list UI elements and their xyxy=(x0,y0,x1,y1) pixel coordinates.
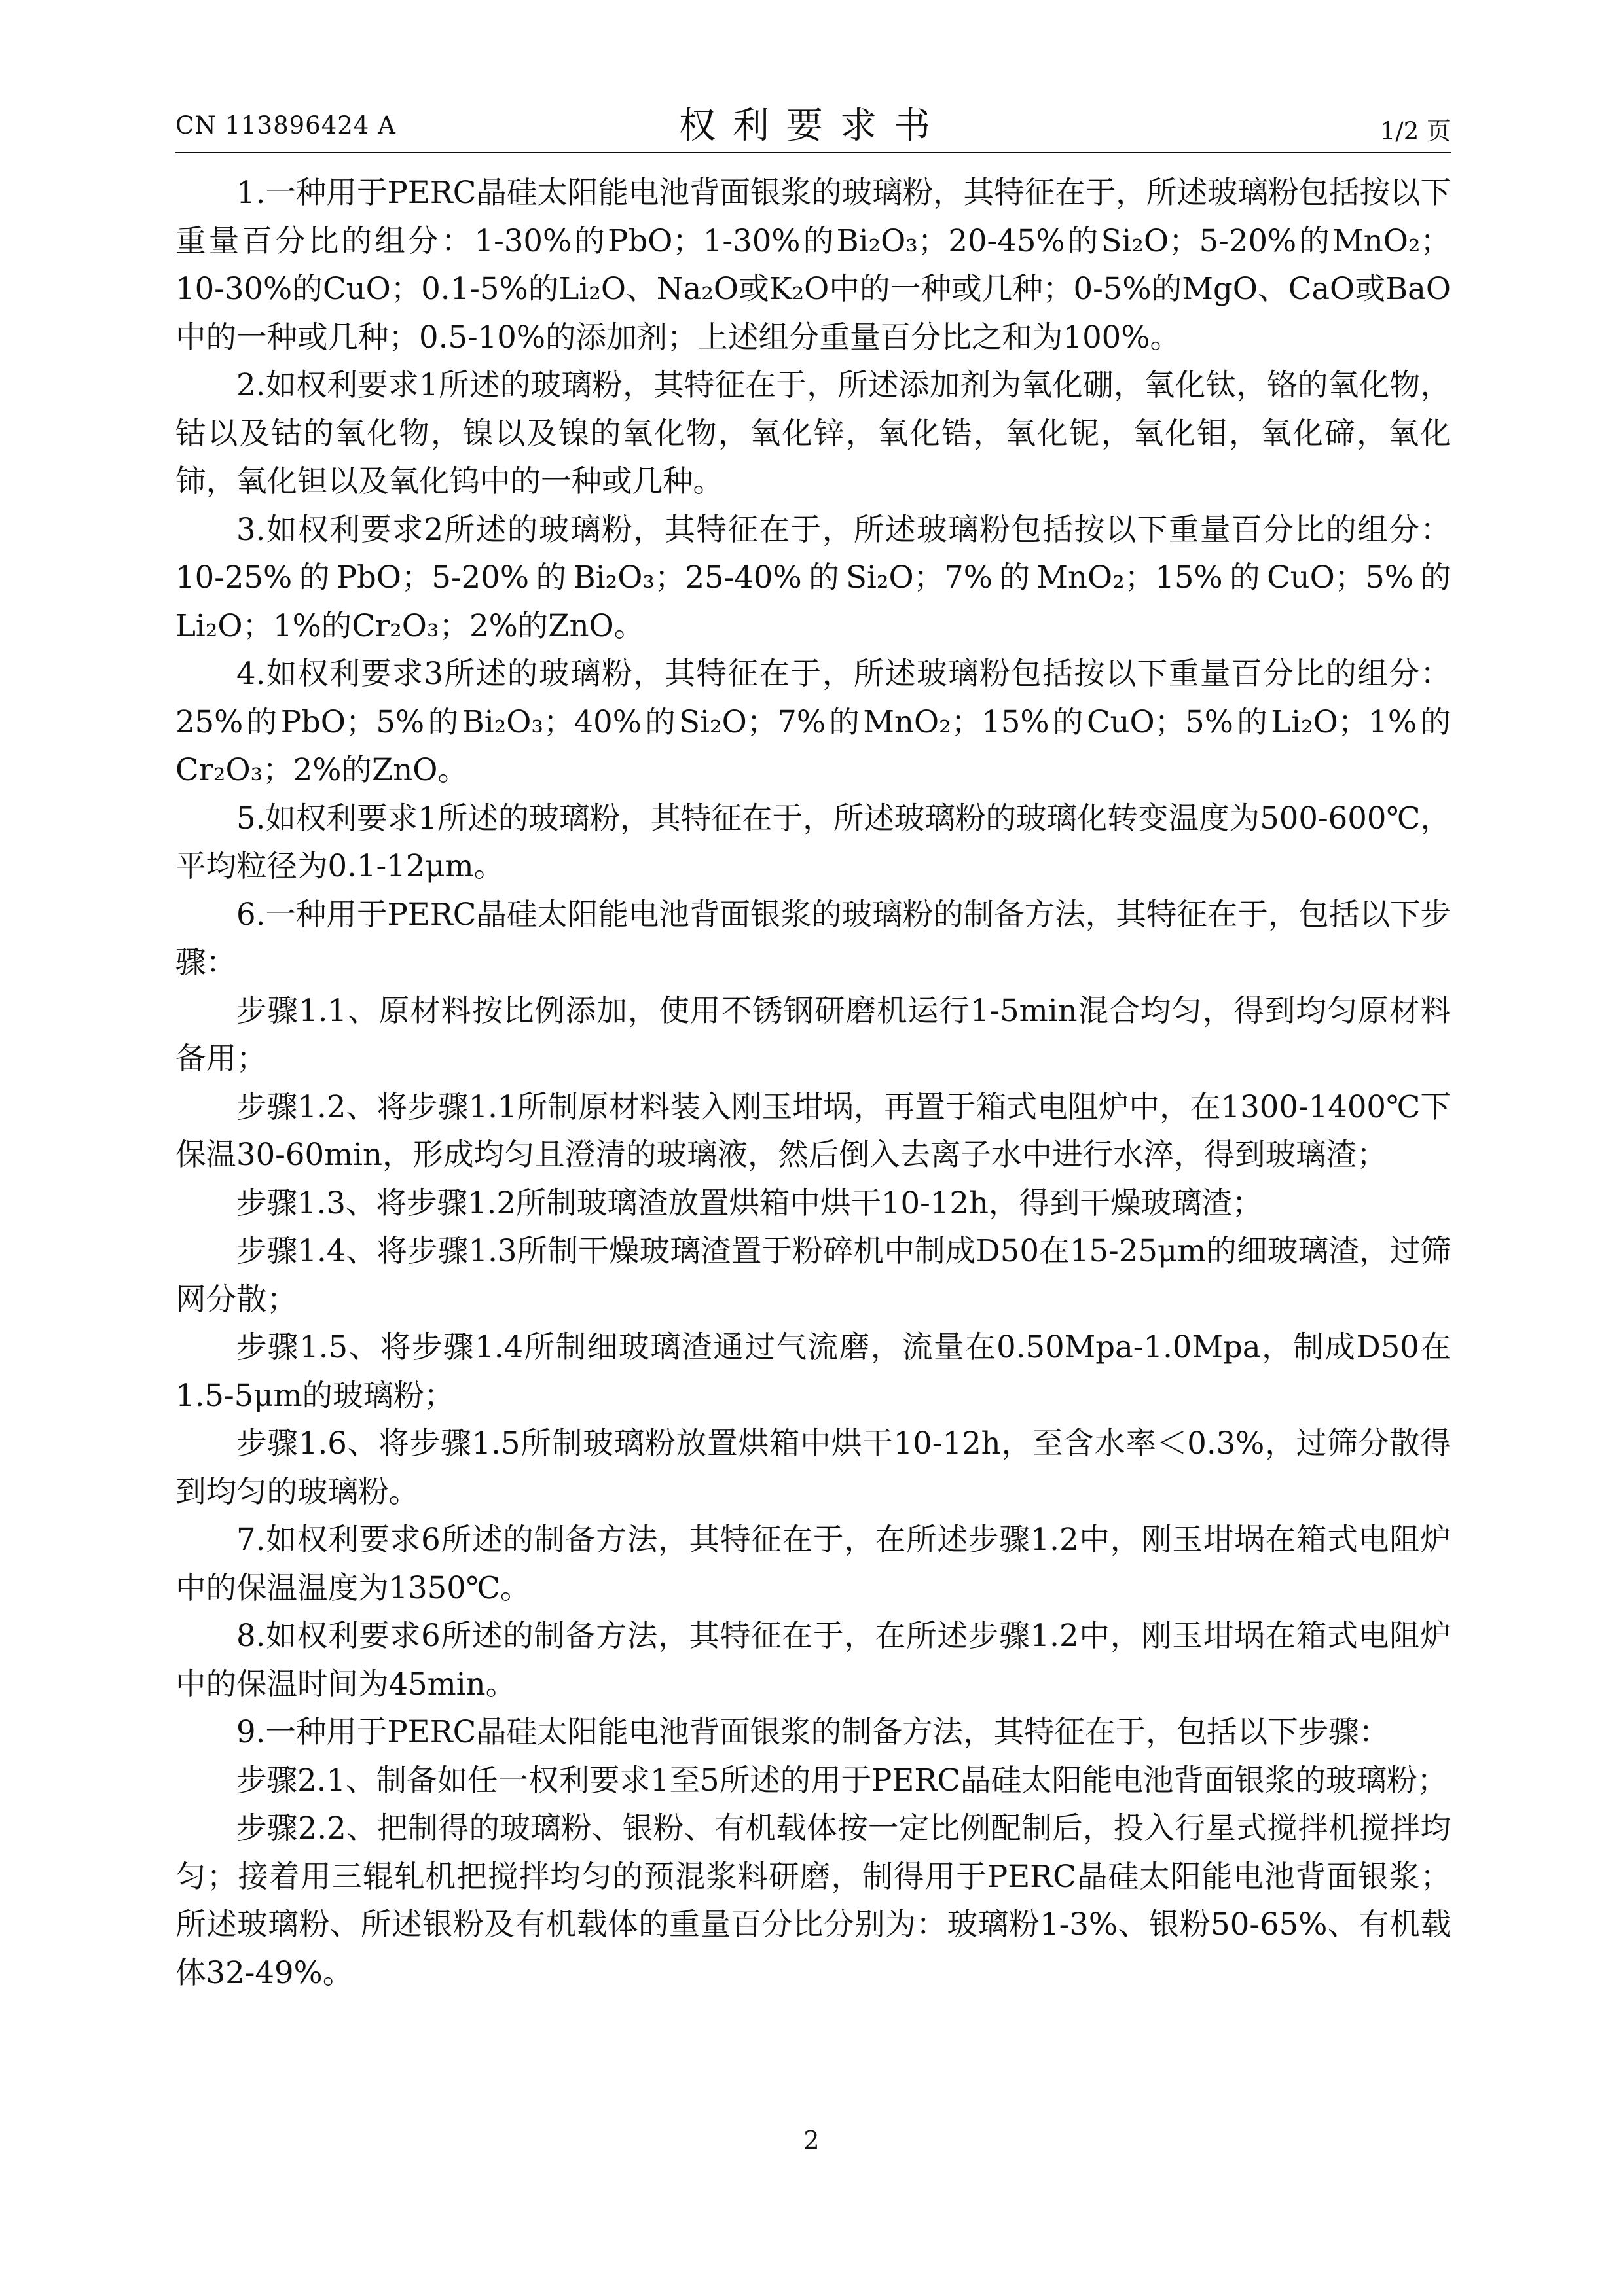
page-number: 2 xyxy=(803,2126,820,2155)
claim-6-step-1-6: 步骤1.6、将步骤1.5所制玻璃粉放置烘箱中烘干10-12h，至含水率＜0.3%，过筛分散得到均匀的玻璃粉。 xyxy=(175,1426,1451,1509)
claim-6-step-1-4: 步骤1.4、将步骤1.3所制干燥玻璃渣置于粉碎机中制成D50在15-25μm的细玻璃渣，过筛网分散； xyxy=(175,1233,1451,1317)
publication-number: CN 113896424 A xyxy=(175,111,396,139)
document-title: 权利要求书 xyxy=(679,105,947,147)
claim-5: 5.如权利要求1所述的玻璃粉，其特征在于，所述玻璃粉的玻璃化转变温度为500-600℃，平均粒径为0.1-12μm。 xyxy=(175,800,1451,884)
claim-6: 6.一种用于PERC晶硅太阳能电池背面银浆的玻璃粉的制备方法，其特征在于，包括以下步骤： xyxy=(175,896,1451,980)
claim-8: 8.如权利要求6所述的制备方法，其特征在于，在所述步骤1.2中，刚玉坩埚在箱式电阻炉中的保温时间为45min。 xyxy=(175,1618,1451,1702)
claim-9-step-2-1: 步骤2.1、制备如任一权利要求1至5所述的用于PERC晶硅太阳能电池背面银浆的玻璃粉； xyxy=(236,1762,1448,1798)
claim-9-step-2-2: 步骤2.2、把制得的玻璃粉、银粉、有机载体按一定比例配制后，投入行星式搅拌机搅拌均匀；接着用三辊轧机把搅拌均匀的预混浆料研磨，制得用于PERC晶硅太阳能电池背面银浆；所述玻璃粉、所述银粉及有机载体的重量百分比分别为：玻璃粉1-3%、银粉50-65%、有机载体32-49%。 xyxy=(175,1810,1451,1990)
claim-7: 7.如权利要求6所述的制备方法，其特征在于，在所述步骤1.2中，刚玉坩埚在箱式电阻炉中的保温温度为1350℃。 xyxy=(175,1522,1451,1605)
claim-9: 9.一种用于PERC晶硅太阳能电池背面银浆的制备方法，其特征在于，包括以下步骤： xyxy=(236,1714,1390,1749)
claim-6-step-1-3: 步骤1.3、将步骤1.2所制玻璃渣放置烘箱中烘干10-12h，得到干燥玻璃渣； xyxy=(236,1185,1263,1221)
page-indicator: 1/2 页 xyxy=(1379,117,1451,145)
claim-1: 1.一种用于PERC晶硅太阳能电池背面银浆的玻璃粉，其特征在于，所述玻璃粉包括按以下重量百分比的组分：1-30%的PbO；1-30%的Bi₂O₃；20-45%的Si₂O；5-20%的MnO₂；10-30%的CuO；0.1-5%的Li₂O、Na₂O或K₂O中的一种或几种；0-5%的MgO、CaO或BaO中的一种或几种；0.5-10%的添加剂；上述组分重量百分比之和为100%。 xyxy=(175,175,1451,355)
page-header xyxy=(175,97,1451,149)
claims-body xyxy=(175,169,1451,1997)
claim-6-step-1-1: 步骤1.1、原材料按比例添加，使用不锈钢研磨机运行1-5min混合均匀，得到均匀原材料备用； xyxy=(175,992,1451,1076)
claim-6-step-1-2: 步骤1.2、将步骤1.1所制原材料装入刚玉坩埚，再置于箱式电阻炉中，在1300-1400℃下保温30-60min，形成均匀且澄清的玻璃液，然后倒入去离子水中进行水淬，得到玻璃渣； xyxy=(175,1088,1451,1172)
claim-3: 3.如权利要求2所述的玻璃粉，其特征在于，所述玻璃粉包括按以下重量百分比的组分：10-25%的PbO；5-20%的Bi₂O₃；25-40%的Si₂O；7%的MnO₂；15%的CuO；5%的Li₂O；1%的Cr₂O₃；2%的ZnO。 xyxy=(175,511,1451,643)
claim-4: 4.如权利要求3所述的玻璃粉，其特征在于，所述玻璃粉包括按以下重量百分比的组分：25%的PbO；5%的Bi₂O₃；40%的Si₂O；7%的MnO₂；15%的CuO；5%的Li₂O；1%的Cr₂O₃；2%的ZnO。 xyxy=(175,656,1451,787)
claim-2: 2.如权利要求1所述的玻璃粉，其特征在于，所述添加剂为氧化硼，氧化钛，铬的氧化物，钴以及钴的氧化物，镍以及镍的氧化物，氧化锌，氧化锆，氧化铌，氧化钼，氧化碲，氧化铈，氧化钽以及氧化钨中的一种或几种。 xyxy=(175,367,1451,499)
claim-6-step-1-5: 步骤1.5、将步骤1.4所制细玻璃渣通过气流磨，流量在0.50Mpa-1.0Mpa，制成D50在1.5-5μm的玻璃粉； xyxy=(175,1329,1451,1413)
header-divider xyxy=(175,152,1451,153)
